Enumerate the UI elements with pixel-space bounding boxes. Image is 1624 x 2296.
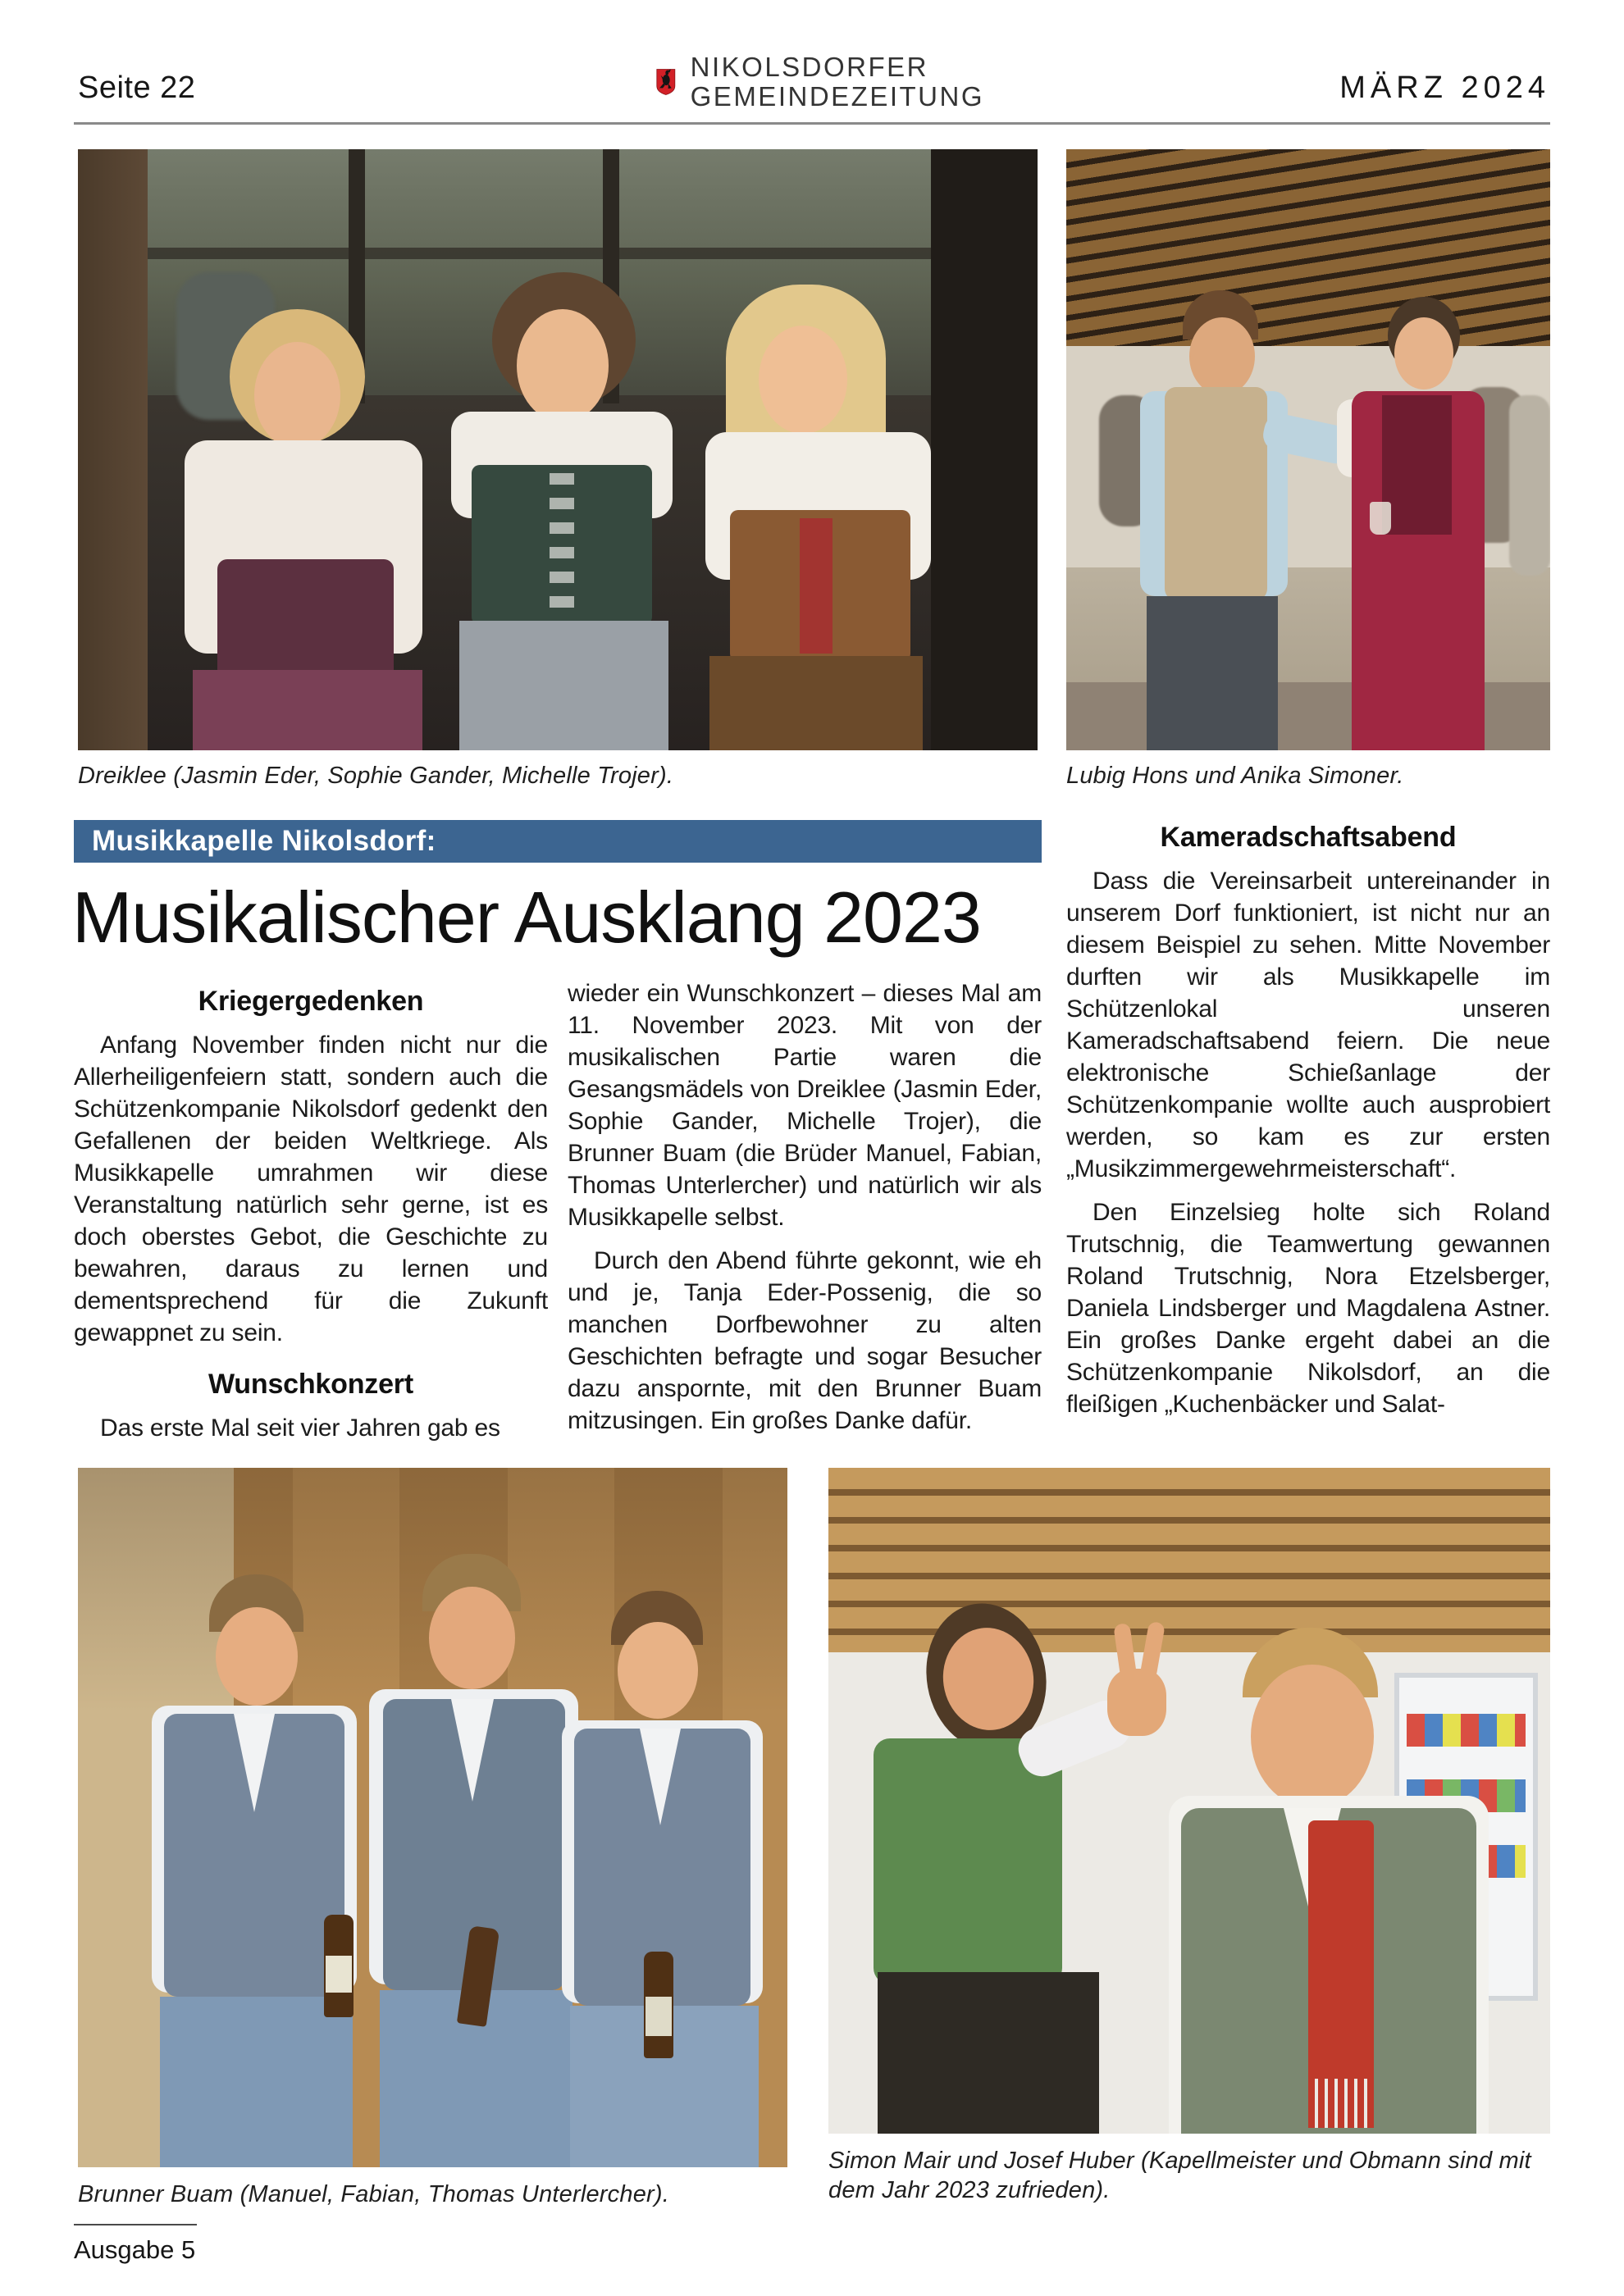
photo-caption-brunner-buam: Brunner Buam (Manuel, Fabian, Thomas Unterlercher).: [78, 2181, 669, 2207]
person-michelle-ribbon: [800, 518, 833, 654]
fridge-shelf-cans: [1407, 1714, 1526, 1747]
issue-date: MÄRZ 2024: [1339, 71, 1550, 105]
photo-dreiklee: [78, 149, 1038, 750]
footer-issue-label: Ausgabe 5: [74, 2235, 196, 2264]
photo-caption-simon-josef: Simon Mair und Josef Huber (Kapellmeister und Obmann sind mit dem Jahr 2023 zufrieden).: [828, 2148, 1531, 2203]
article-headline: Musikalischer Ausklang 2023: [72, 877, 981, 958]
peace-sign-hand: [1107, 1669, 1166, 1736]
person-lubig-trousers: [1147, 596, 1278, 750]
lederhosen-dark: [878, 1972, 1099, 2134]
photo-caption-dreiklee: Dreiklee (Jasmin Eder, Sophie Gander, Michelle Trojer).: [78, 763, 674, 789]
person-michelle-face: [759, 326, 847, 434]
window-frame-bar: [78, 248, 1038, 259]
photo-simon-josef: [828, 1468, 1550, 2134]
person-manuel-face: [216, 1607, 298, 1706]
person-fabian-face: [429, 1587, 515, 1689]
article-column-3: [1066, 822, 1550, 1432]
paragraph-tanja: Durch den Abend führte gekonnt, wie eh und je, Tanja Eder-Possenig, die so manchen Dorfbewohner zu alten Geschichten befragte und sogar Besucher dazu anspornte, mit den Brunner Buam mitzusingen. Ein großes Danke dafür.: [568, 1247, 1042, 1434]
wood-slat-wall: [828, 1468, 1550, 1652]
footer-divider: [74, 2224, 197, 2225]
person-michelle-skirt: [709, 656, 923, 750]
photo-caption-lubig-anika: Lubig Hons und Anika Simoner.: [1066, 763, 1404, 789]
person-jasmin-bodice: [217, 559, 394, 682]
curtain-dark: [931, 149, 1038, 750]
person-lubig-vest: [1165, 387, 1267, 600]
person-manuel-jeans: [160, 1997, 353, 2167]
wine-glass: [1370, 502, 1391, 535]
beer-bottle-label: [645, 1997, 672, 2036]
person-anika-face: [1394, 317, 1453, 390]
logo-text: [691, 52, 984, 111]
page-number: Seite 22: [78, 71, 196, 105]
section-heading-kriegergedenken: Kriegergedenken: [198, 986, 424, 1017]
person-sophie-lacing: [550, 473, 574, 617]
paragraph-kameradschaftsabend: Dass die Vereinsarbeit untereinander in unserem Dorf funktioniert, ist nicht nur an diesem Beispiel zu sehen. Mitte November durften wir als Musikkapelle im Schützenlokal unseren Kameradschaftsabend feiern. Die neue elektronische Schießanlage der Schützenkompanie wollte auch ausprobiert werden, so kam es zur ersten „Musikzimmergewehrmeisterschaft“.: [1066, 868, 1550, 1182]
nikolsdorf-crest-icon: [656, 49, 676, 115]
person-thomas-face: [618, 1622, 698, 1719]
red-scarf-fringe: [1308, 2079, 1374, 2128]
section-heading-kameradschaftsabend: Kameradschaftsabend: [1160, 822, 1457, 853]
newspaper-logo: [656, 48, 984, 116]
paragraph-kriegergedenken: Anfang November finden nicht nur die Allerheiligenfeiern statt, sondern auch die Schützenkompanie Nikolsdorf gedenkt den Gefallenen der beiden Weltkriege. Als Musikkapelle umrahmen wir diese Veranstaltung natürlich sehr gerne, ist es doch oberstes Gebot, die Geschichte zu bewahren, daraus zu lernen und dementsprechend für die Zukunft gewappnet zu sein.: [74, 1032, 548, 1346]
paragraph-wunschkonzert-continued: wieder ein Wunschkonzert – dieses Mal am 11. November 2023. Mit von der musikalischen Partie waren die Gesangsmädels von Dreiklee (Jasmin Eder, Sophie Gander, Michelle Trojer), die Brunner Buam (die Brüder Manuel, Fabian, Thomas Unterlercher) und natürlich wir als Musikkapelle selbst.: [568, 980, 1042, 1231]
person-josef-vest: [874, 1738, 1062, 1984]
wood-pillar: [78, 149, 148, 750]
paragraph-einzelsieg: Den Einzelsieg holte sich Roland Trutschnig, die Teamwertung gewannen Roland Trutschnig, Nora Etzelsberger, Daniela Lindsberger und Magdalena Astner. Ein großes Danke ergeht dabei an die Schützenkompanie Nikolsdorf, an die fleißigen „Kuchenbäcker und Salat-: [1066, 1199, 1550, 1418]
logo-line-1: NIKOLSDORFER: [690, 52, 929, 83]
section-heading-wunschkonzert: Wunschkonzert: [208, 1369, 413, 1400]
person-simon-face: [1251, 1665, 1374, 1808]
person-sophie-apron: [459, 621, 668, 750]
red-scarf: [1308, 1820, 1374, 2091]
paragraph-wunschkonzert-start: Das erste Mal seit vier Jahren gab es: [100, 1414, 500, 1442]
person-lubig-face: [1189, 317, 1255, 395]
header-divider: [74, 122, 1550, 125]
article-column-1: [74, 977, 548, 1456]
logo-line-2: GEMEINDEZEITUNG: [690, 81, 984, 112]
article-column-2: [568, 977, 1042, 1448]
person-jasmin-face: [254, 342, 340, 449]
beer-bottle-label: [326, 1956, 352, 1993]
photo-lubig-anika: [1066, 149, 1550, 750]
background-guest: [1509, 395, 1550, 576]
article-kicker: Musikkapelle Nikolsdorf:: [74, 820, 1042, 863]
person-anika-bodice: [1382, 395, 1452, 535]
person-jasmin-skirt: [193, 670, 422, 750]
person-sophie-face: [517, 309, 609, 422]
wood-ceiling: [1066, 149, 1550, 346]
photo-brunner-buam: [78, 1468, 787, 2167]
